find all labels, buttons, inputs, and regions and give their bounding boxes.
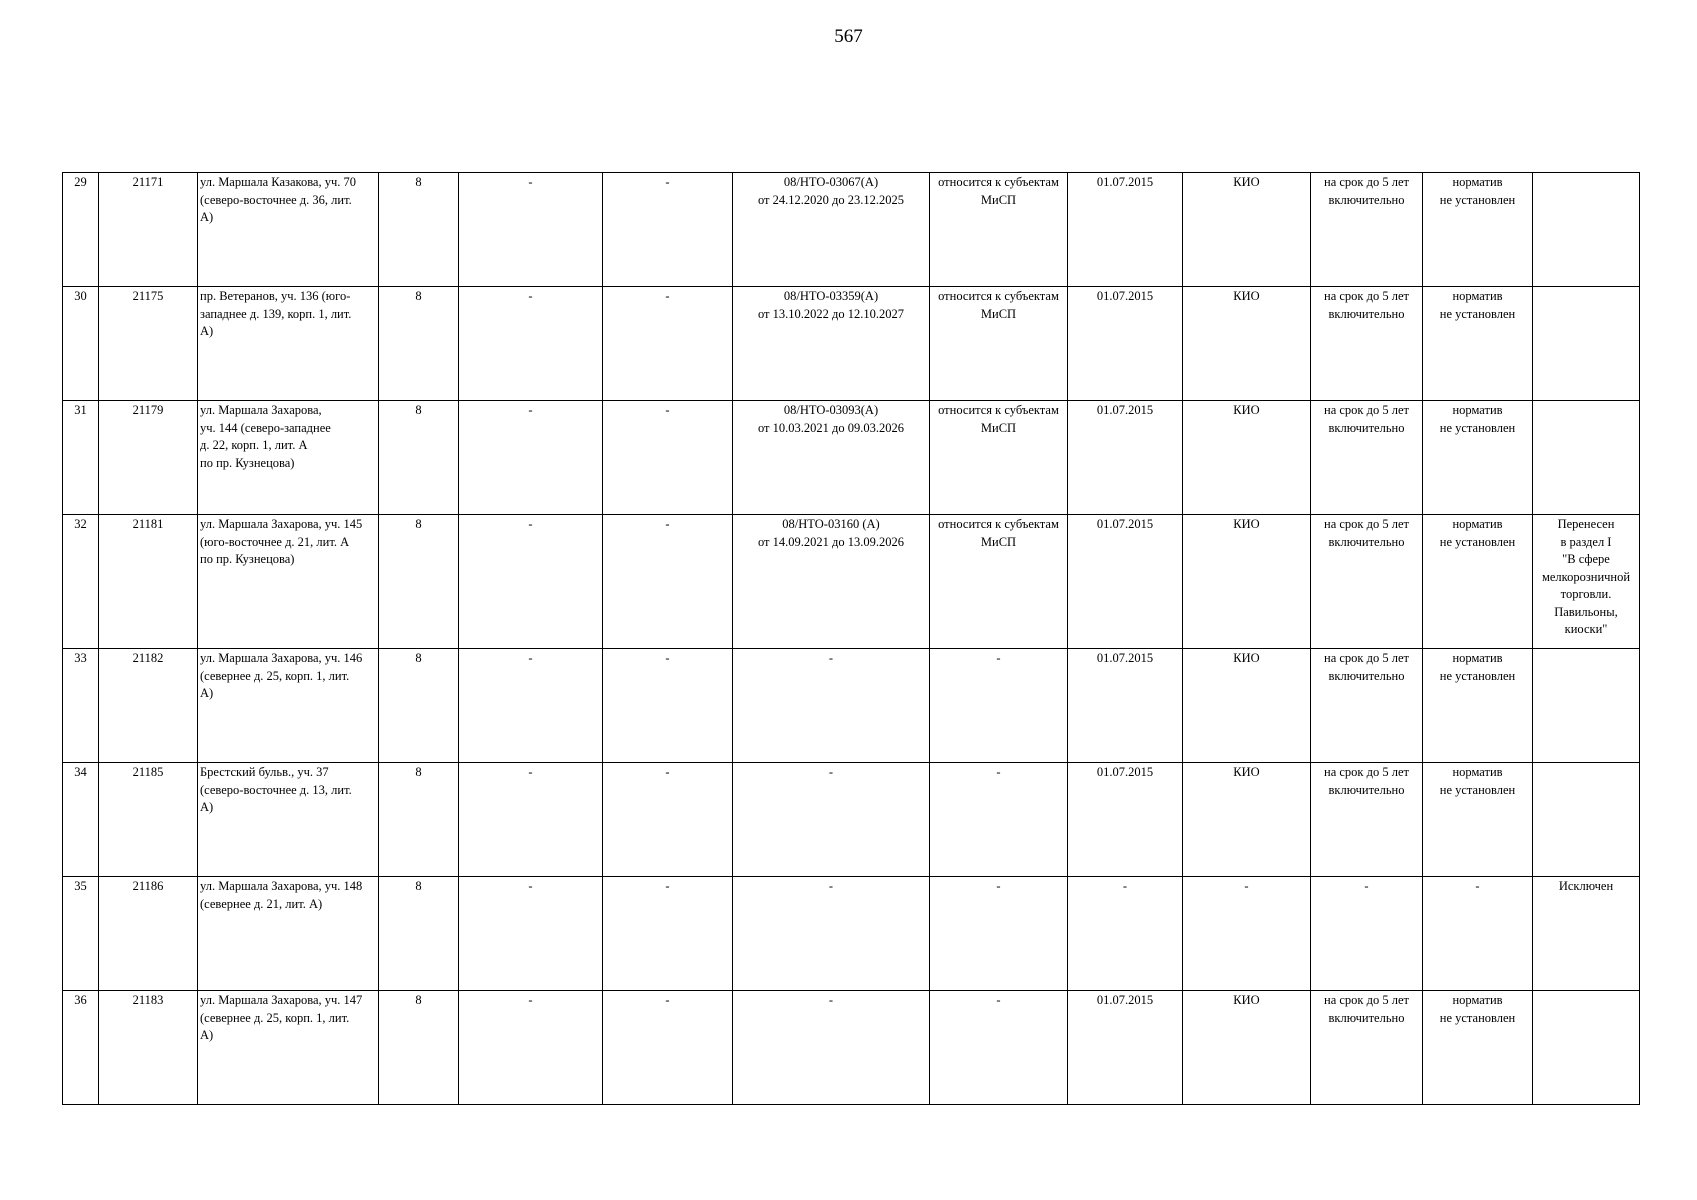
column-6-cell: -: [603, 287, 733, 401]
date-cell: -: [1068, 877, 1183, 991]
address-cell-line: (севернее д. 25, корп. 1, лит.: [200, 1010, 350, 1025]
category-cell-line: МиСП: [980, 420, 1017, 435]
column-5-cell: -: [459, 991, 603, 1105]
norm-cell-line: норматив: [1452, 175, 1503, 189]
contract-cell-line: -: [828, 879, 834, 893]
term-cell-line: на срок до 5 лет: [1324, 651, 1409, 665]
address-cell: [198, 763, 379, 877]
organization-cell: КИО: [1183, 649, 1311, 763]
address-cell: [198, 287, 379, 401]
address-cell-line: по пр. Кузнецова): [200, 455, 295, 470]
table-row: [63, 763, 1640, 877]
object-code-cell: 21183: [99, 991, 198, 1105]
term-cell: [1311, 515, 1423, 649]
category-cell-line: МиСП: [980, 192, 1017, 207]
term-cell-line: на срок до 5 лет: [1324, 765, 1409, 779]
norm-cell-line: не установлен: [1439, 192, 1516, 207]
norm-cell-line: не установлен: [1439, 1010, 1516, 1025]
category-cell-line: МиСП: [980, 534, 1017, 549]
address-cell-line: ул. Маршала Захарова,: [200, 403, 322, 417]
organization-cell: КИО: [1183, 991, 1311, 1105]
contract-cell-line: от 24.12.2020 до 23.12.2025: [757, 192, 905, 207]
table-row: [63, 401, 1640, 515]
contract-cell: [733, 649, 930, 763]
date-cell: 01.07.2015: [1068, 287, 1183, 401]
column-6-cell: -: [603, 763, 733, 877]
note-cell-line: торговли.: [1560, 587, 1612, 601]
category-cell-line: относится к субъектам: [938, 175, 1059, 189]
category-cell: [930, 401, 1068, 515]
object-code-cell: 21185: [99, 763, 198, 877]
category-cell: [930, 173, 1068, 287]
column-5-cell: -: [459, 173, 603, 287]
contract-cell-line: от 10.03.2021 до 09.03.2026: [757, 420, 905, 435]
column-6-cell: -: [603, 515, 733, 649]
address-cell: [198, 991, 379, 1105]
category-cell: [930, 649, 1068, 763]
column-4-cell: 8: [379, 991, 459, 1105]
table-row: [63, 649, 1640, 763]
object-code-cell: 21171: [99, 173, 198, 287]
registry-table: [62, 172, 1640, 1105]
date-cell: 01.07.2015: [1068, 515, 1183, 649]
category-cell-line: -: [996, 879, 1001, 893]
contract-cell-line: -: [828, 651, 834, 665]
object-code-cell: 21175: [99, 287, 198, 401]
category-cell-line: -: [996, 765, 1001, 779]
contract-cell: [733, 515, 930, 649]
term-cell-line: на срок до 5 лет: [1324, 175, 1409, 189]
organization-cell: КИО: [1183, 173, 1311, 287]
note-cell: [1533, 515, 1640, 649]
address-cell-line: ул. Маршала Захарова, уч. 148: [200, 879, 363, 893]
term-cell-line: включительно: [1328, 668, 1405, 683]
address-cell-line: уч. 144 (северо-западнее: [200, 420, 331, 435]
term-cell-line: включительно: [1328, 306, 1405, 321]
norm-cell: [1423, 649, 1533, 763]
address-cell: [198, 173, 379, 287]
column-5-cell: -: [459, 649, 603, 763]
column-4-cell: 8: [379, 763, 459, 877]
organization-cell: КИО: [1183, 763, 1311, 877]
term-cell-line: включительно: [1328, 534, 1405, 549]
row-number-cell: 29: [63, 173, 99, 287]
norm-cell-line: норматив: [1452, 993, 1503, 1007]
object-code-cell: 21182: [99, 649, 198, 763]
date-cell: 01.07.2015: [1068, 401, 1183, 515]
table-row: [63, 877, 1640, 991]
address-cell-line: (северо-восточнее д. 13, лит.: [200, 782, 352, 797]
address-cell-line: по пр. Кузнецова): [200, 552, 295, 566]
note-cell: [1533, 763, 1640, 877]
address-cell: [198, 401, 379, 515]
note-cell-line: киоски": [1564, 622, 1608, 636]
date-cell: 01.07.2015: [1068, 763, 1183, 877]
term-cell-line: включительно: [1328, 1010, 1405, 1025]
note-cell-line: "В сфере: [1562, 552, 1610, 566]
column-4-cell: 8: [379, 287, 459, 401]
norm-cell-line: норматив: [1452, 289, 1503, 303]
norm-cell: [1423, 515, 1533, 649]
address-cell-line: (юго-восточнее д. 21, лит. А: [200, 534, 350, 549]
address-cell-line: ул. Маршала Захарова, уч. 146: [200, 651, 363, 665]
contract-cell-line: -: [828, 765, 834, 779]
note-cell-line: Исключен: [1558, 879, 1614, 893]
organization-cell: КИО: [1183, 287, 1311, 401]
norm-cell-line: норматив: [1452, 651, 1503, 665]
address-cell-line: А): [200, 324, 214, 338]
note-cell: [1533, 401, 1640, 515]
address-cell-line: А): [200, 210, 214, 224]
address-cell-line: А): [200, 1028, 214, 1042]
column-6-cell: -: [603, 877, 733, 991]
term-cell-line: включительно: [1328, 192, 1405, 207]
contract-cell-line: 08/НТО-03093(А): [783, 403, 879, 417]
note-cell-line: Павильоны,: [1554, 604, 1618, 619]
category-cell: [930, 763, 1068, 877]
norm-cell: [1423, 287, 1533, 401]
address-cell-line: пр. Ветеранов, уч. 136 (юго-: [200, 289, 351, 303]
organization-cell: КИО: [1183, 515, 1311, 649]
column-4-cell: 8: [379, 649, 459, 763]
note-cell: [1533, 173, 1640, 287]
category-cell-line: относится к субъектам: [938, 517, 1059, 531]
contract-cell-line: 08/НТО-03067(А): [783, 175, 879, 189]
row-number-cell: 34: [63, 763, 99, 877]
term-cell-line: включительно: [1328, 420, 1405, 435]
note-cell-line: Перенесен: [1557, 517, 1615, 531]
address-cell-line: д. 22, корп. 1, лит. А: [200, 438, 308, 452]
address-cell-line: ул. Маршала Захарова, уч. 145: [200, 517, 363, 531]
contract-cell-line: от 13.10.2022 до 12.10.2027: [757, 306, 905, 321]
category-cell: [930, 515, 1068, 649]
contract-cell-line: 08/НТО-03359(А): [783, 289, 879, 303]
address-cell: [198, 649, 379, 763]
category-cell: [930, 991, 1068, 1105]
column-4-cell: 8: [379, 515, 459, 649]
contract-cell: [733, 287, 930, 401]
term-cell: [1311, 649, 1423, 763]
column-5-cell: -: [459, 401, 603, 515]
norm-cell: [1423, 173, 1533, 287]
date-cell: 01.07.2015: [1068, 173, 1183, 287]
row-number-cell: 33: [63, 649, 99, 763]
term-cell: [1311, 173, 1423, 287]
address-cell-line: (севернее д. 21, лит. А): [200, 896, 323, 911]
note-cell: [1533, 287, 1640, 401]
contract-cell: [733, 401, 930, 515]
category-cell-line: -: [996, 993, 1001, 1007]
column-5-cell: -: [459, 515, 603, 649]
category-cell-line: -: [996, 651, 1001, 665]
column-6-cell: -: [603, 649, 733, 763]
term-cell: [1311, 763, 1423, 877]
table-row: [63, 287, 1640, 401]
address-cell-line: ул. Маршала Захарова, уч. 147: [200, 993, 363, 1007]
organization-cell: -: [1183, 877, 1311, 991]
norm-cell-line: не установлен: [1439, 420, 1516, 435]
category-cell: [930, 877, 1068, 991]
column-6-cell: -: [603, 401, 733, 515]
column-4-cell: 8: [379, 401, 459, 515]
column-5-cell: -: [459, 877, 603, 991]
column-6-cell: -: [603, 991, 733, 1105]
address-cell-line: (северо-восточнее д. 36, лит.: [200, 192, 352, 207]
category-cell-line: МиСП: [980, 306, 1017, 321]
date-cell: 01.07.2015: [1068, 649, 1183, 763]
norm-cell: [1423, 401, 1533, 515]
term-cell: [1311, 287, 1423, 401]
category-cell-line: относится к субъектам: [938, 289, 1059, 303]
contract-cell-line: -: [828, 993, 834, 1007]
term-cell: [1311, 877, 1423, 991]
date-cell: 01.07.2015: [1068, 991, 1183, 1105]
address-cell-line: А): [200, 800, 214, 814]
address-cell-line: западнее д. 139, корп. 1, лит.: [200, 306, 352, 321]
contract-cell: [733, 877, 930, 991]
term-cell: [1311, 401, 1423, 515]
table-row: [63, 991, 1640, 1105]
object-code-cell: 21181: [99, 515, 198, 649]
norm-cell: [1423, 763, 1533, 877]
row-number-cell: 32: [63, 515, 99, 649]
address-cell-line: А): [200, 686, 214, 700]
table-row: [63, 173, 1640, 287]
organization-cell: КИО: [1183, 401, 1311, 515]
norm-cell-line: норматив: [1452, 403, 1503, 417]
row-number-cell: 35: [63, 877, 99, 991]
category-cell-line: относится к субъектам: [938, 403, 1059, 417]
category-cell: [930, 287, 1068, 401]
term-cell: [1311, 991, 1423, 1105]
contract-cell: [733, 763, 930, 877]
column-4-cell: 8: [379, 173, 459, 287]
column-5-cell: -: [459, 763, 603, 877]
address-cell-line: Брестский бульв., уч. 37: [200, 765, 329, 779]
note-cell-line: мелкорозничной: [1541, 569, 1631, 584]
page-number: 567: [834, 26, 863, 47]
object-code-cell: 21179: [99, 401, 198, 515]
address-cell-line: ул. Маршала Казакова, уч. 70: [200, 175, 357, 189]
norm-cell: [1423, 991, 1533, 1105]
row-number-cell: 36: [63, 991, 99, 1105]
norm-cell-line: норматив: [1452, 765, 1503, 779]
term-cell-line: на срок до 5 лет: [1324, 517, 1409, 531]
contract-cell-line: 08/НТО-03160 (А): [782, 517, 880, 531]
note-cell: [1533, 649, 1640, 763]
norm-cell: [1423, 877, 1533, 991]
column-6-cell: -: [603, 173, 733, 287]
term-cell-line: на срок до 5 лет: [1324, 993, 1409, 1007]
contract-cell: [733, 991, 930, 1105]
address-cell-line: (севернее д. 25, корп. 1, лит.: [200, 668, 350, 683]
contract-cell-line: от 14.09.2021 до 13.09.2026: [757, 534, 905, 549]
row-number-cell: 31: [63, 401, 99, 515]
norm-cell-line: не установлен: [1439, 668, 1516, 683]
norm-cell-line: не установлен: [1439, 534, 1516, 549]
term-cell-line: на срок до 5 лет: [1324, 289, 1409, 303]
norm-cell-line: норматив: [1452, 517, 1503, 531]
column-5-cell: -: [459, 287, 603, 401]
norm-cell-line: -: [1475, 879, 1480, 893]
column-4-cell: 8: [379, 877, 459, 991]
note-cell: [1533, 877, 1640, 991]
note-cell: [1533, 991, 1640, 1105]
term-cell-line: на срок до 5 лет: [1324, 403, 1409, 417]
note-cell-line: в раздел I: [1560, 534, 1612, 549]
row-number-cell: 30: [63, 287, 99, 401]
term-cell-line: включительно: [1328, 782, 1405, 797]
address-cell: [198, 515, 379, 649]
contract-cell: [733, 173, 930, 287]
norm-cell-line: не установлен: [1439, 306, 1516, 321]
term-cell-line: -: [1364, 879, 1369, 893]
table-row: [63, 515, 1640, 649]
address-cell: [198, 877, 379, 991]
object-code-cell: 21186: [99, 877, 198, 991]
norm-cell-line: не установлен: [1439, 782, 1516, 797]
